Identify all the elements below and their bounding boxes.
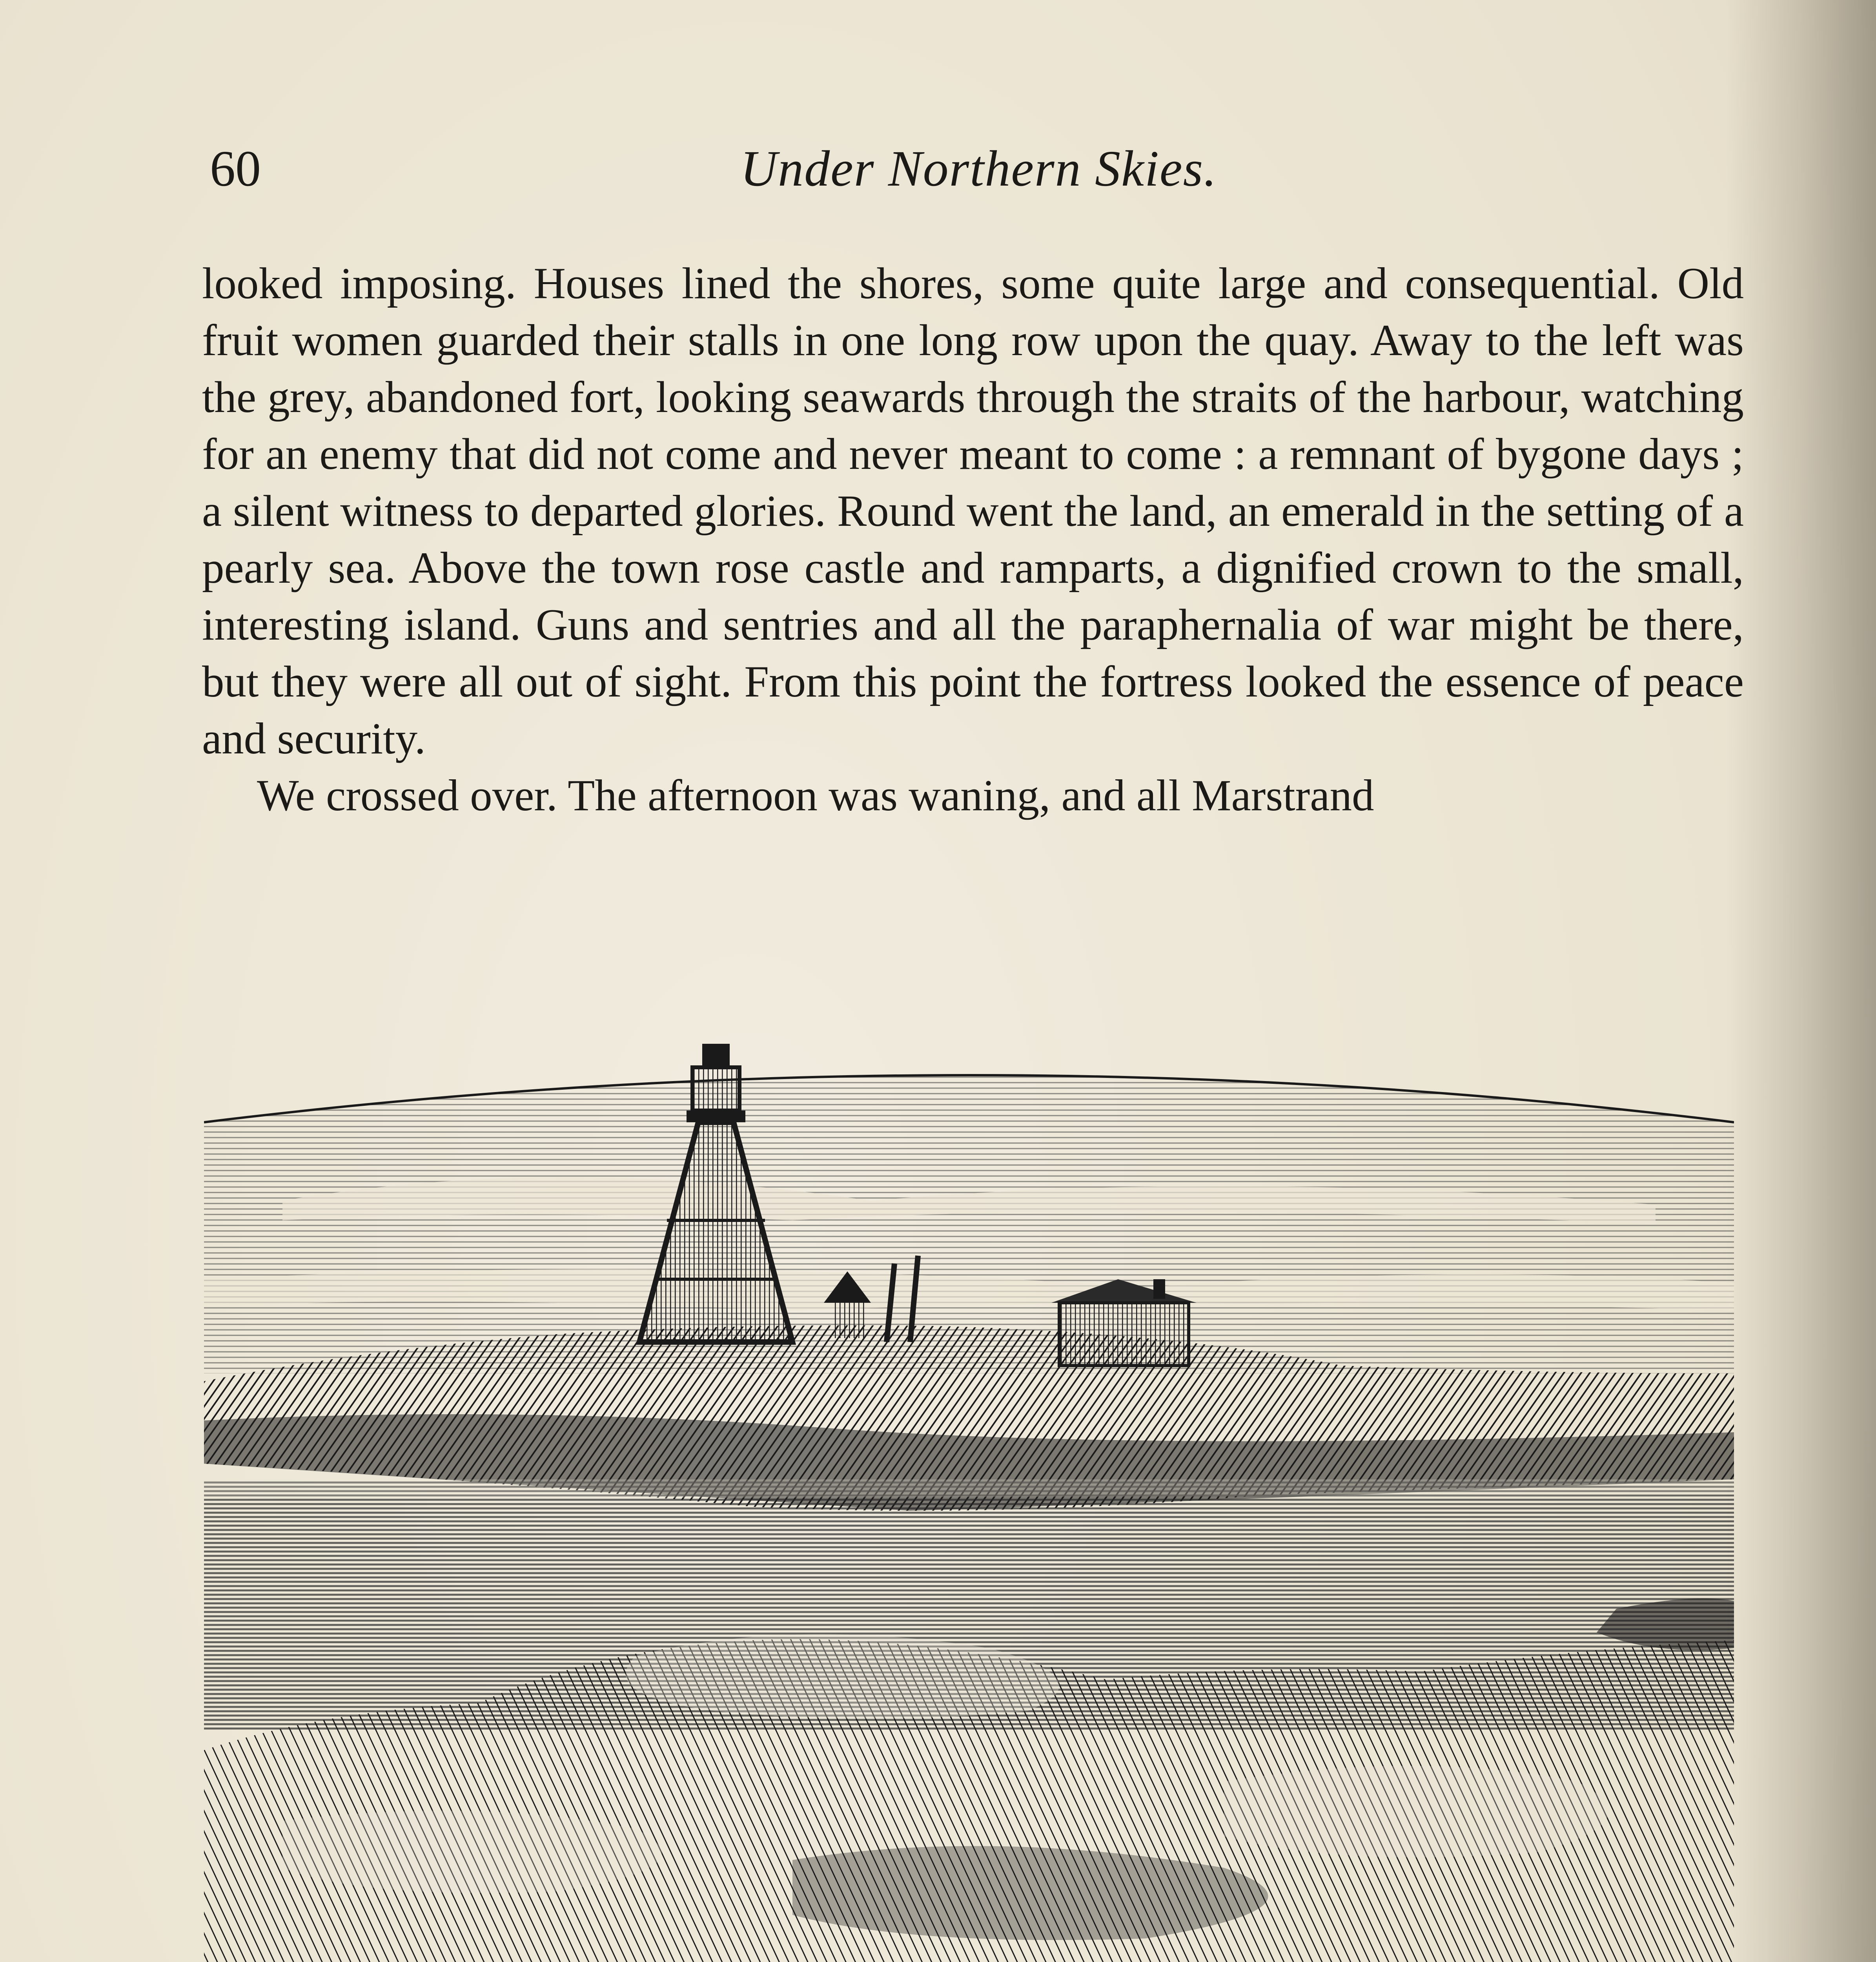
paragraph-1: looked imposing. Houses lined the shores, some quite large and consequential. Old fruit women guarded their stalls in one long row upon the quay. Away to the left was the grey, abandoned fort, looking seawards through the straits of the harbour, watching for an enemy that did not come and never meant to come : a remnant of bygone days ; a silent witness to departed glories. Round went the land, an emerald in the setting of a pearly sea. Above the town rose castle and ramparts, a dignified crown to the small, interesting island. Guns and sentries and all the paraphernalia of war might be there, but they were all out of sight. From this point the fortress looked the essence of peace and security. bbox=[202, 259, 1744, 763]
marstrand-engraving bbox=[204, 1036, 1734, 1962]
engraving-illustration bbox=[204, 1036, 1734, 1962]
paragraph-2: We crossed over. The afternoon was waning, and all Marstrand bbox=[257, 771, 1374, 820]
page-number: 60 bbox=[210, 140, 261, 197]
running-head bbox=[210, 139, 1748, 198]
running-title: Under Northern Skies. bbox=[740, 140, 1217, 197]
text-block-top bbox=[202, 255, 1744, 824]
